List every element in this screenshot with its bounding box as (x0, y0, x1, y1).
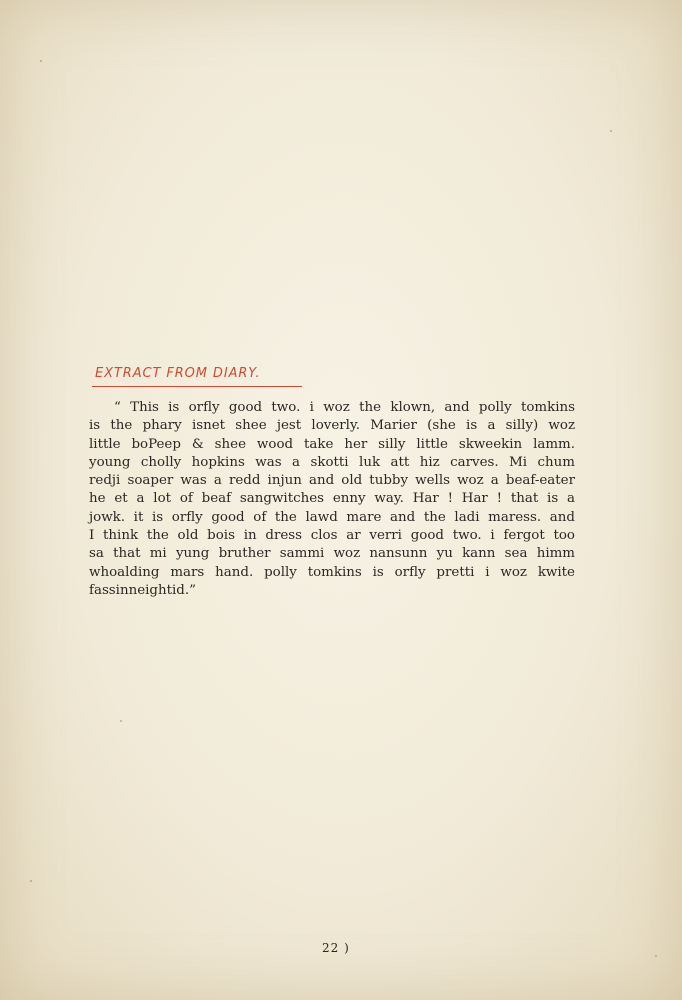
text-line: “ This is orfly good two. i woz the klown, and polly tomkins (114, 400, 575, 415)
paper-speck (610, 130, 612, 132)
text-line: he et a lot of beaf sangwitches enny way. Har ! Har ! that is a (89, 491, 575, 507)
page-number: 22 ) (322, 941, 350, 955)
text-line: sa that mi yung bruther sammi woz nansunn yu kann sea himm (89, 546, 575, 562)
paper-speck (655, 955, 657, 957)
text-line: whoalding mars hand. polly tomkins is orfly pretti i woz kwite (89, 564, 575, 580)
heading-underline (92, 386, 302, 387)
paper-speck (40, 60, 42, 62)
paper-speck (30, 880, 32, 882)
text-line: little boPeep & shee wood take her silly little skweekin lamm. (89, 436, 575, 452)
text-line: I think the old bois in dress clos ar verri good two. i fergot too (89, 528, 575, 544)
text-line: redji soaper was a redd injun and old tubby wells woz a beaf-eater (89, 473, 575, 489)
paper-speck (120, 720, 122, 722)
text-line: young cholly hopkins was a skotti luk att hiz carves. Mi chum (89, 454, 575, 470)
section-heading: EXTRACT FROM DIARY. (95, 366, 261, 381)
diary-extract-text (89, 399, 575, 600)
text-line: is the phary isnet shee jest loverly. Marier (she is a silly) woz (89, 418, 575, 434)
text-line: jowk. it is orfly good of the lawd mare and the ladi maress. and (89, 509, 575, 525)
text-line: fassinneightid.” (89, 582, 196, 598)
